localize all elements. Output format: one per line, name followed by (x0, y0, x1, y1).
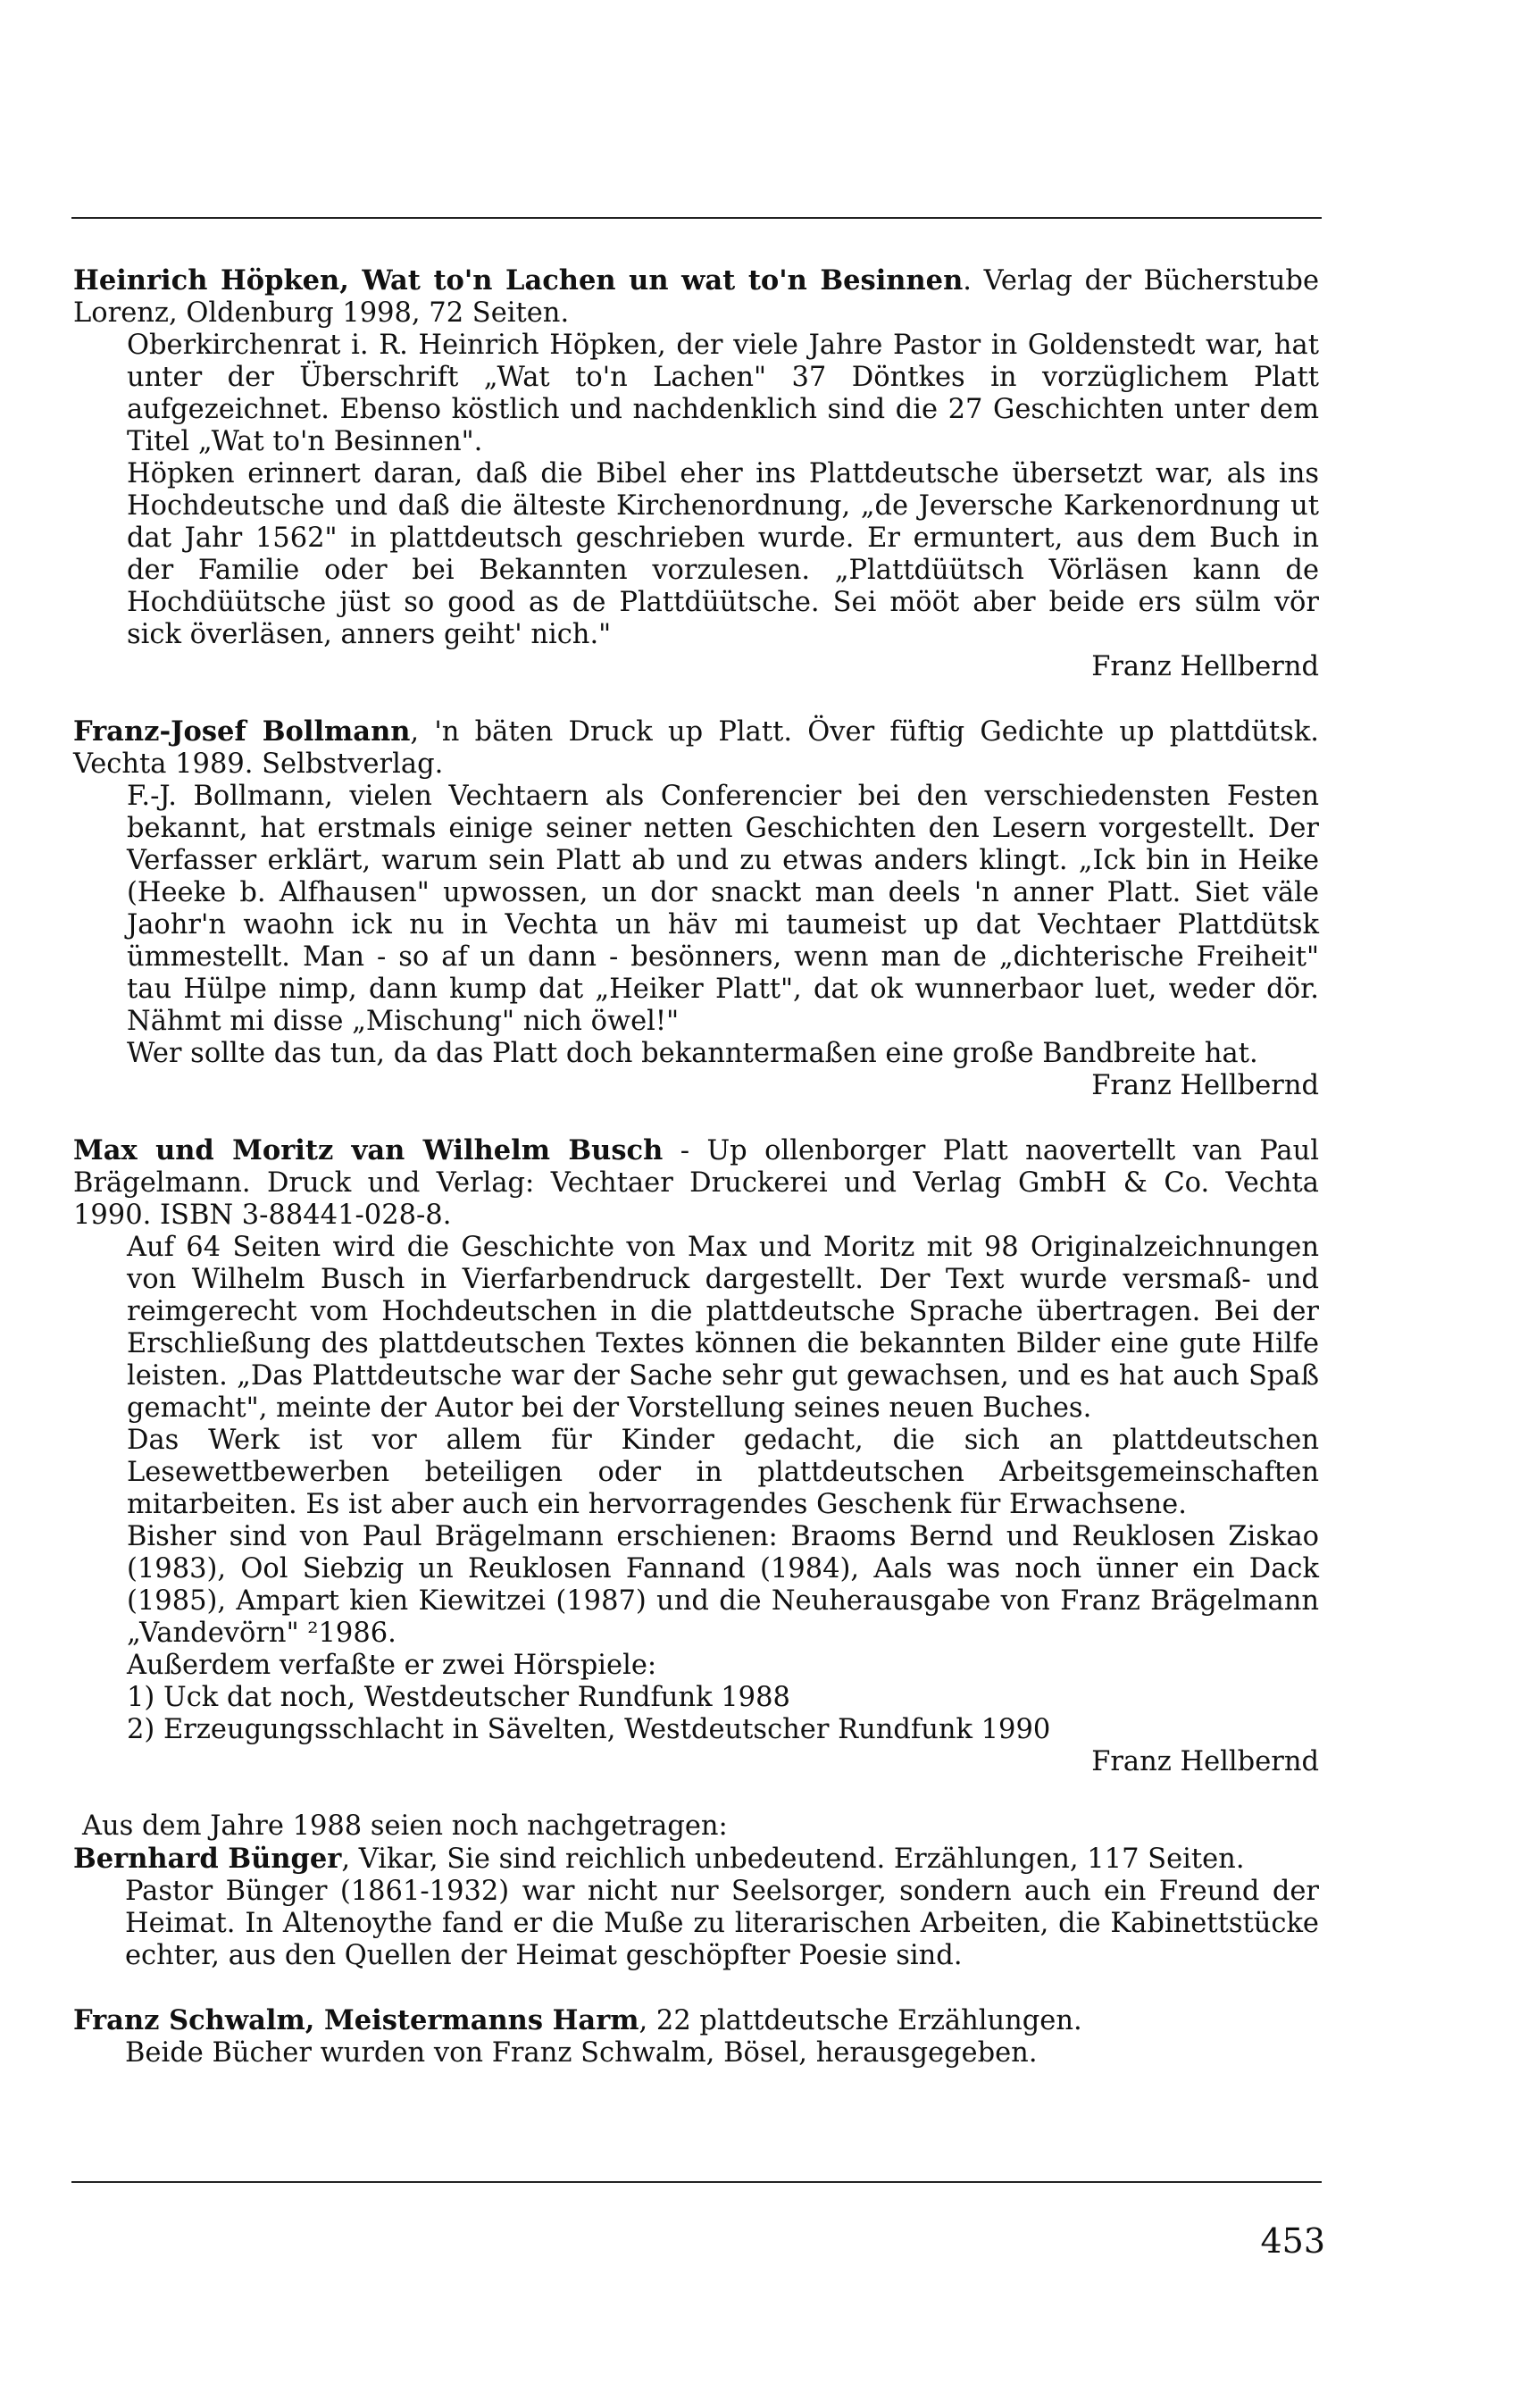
addendum-paragraph: Pastor Bünger (1861-1932) war nicht nur Seelsorger, sondern auch ein Freund der Heimat. In Altenoythe fand er die Muße zu literarischen Arbeiten, die Kabinettstücke echter, aus den Quellen der Heimat geschöpfter Poesie sind. (125, 1876, 1319, 1971)
review-paragraph: F.-J. Bollmann, vielen Vechtaern als Conferencier bei den verschiedensten Festen bekannt, hat erstmals einige seiner netten Geschichten den Lesern vorgestellt. Der Verfasser erklärt, warum sein Platt ab und zu etwas anders klingt. „Ick bin in Heike (Heeke b. Alfhausen" upwossen, un dor snackt man deels 'n anner Platt. Siet väle Jaohr'n waohn ick nu in Vechta un häv mi taumeist up dat Vechtaer Plattdütsk ümmestellt. Man - so af un dann - besönners, wenn man de „dichterische Freiheit" tau Hülpe nimp, dann kump dat „Heiker Platt", dat ok wunnerbaor luet, weder dör. Nähmt mi disse „Mischung" nich öwel!" (127, 781, 1319, 1037)
review-heading: Heinrich Höpken, Wat to'n Lachen un wat to'n Besinnen (73, 264, 964, 297)
review-paragraph: Das Werk ist vor allem für Kinder gedacht, die sich an plattdeutschen Lesewettbewerben beteiligen oder in plattdeutschen Arbeitsgemeinschaften mitarbeiten. Es ist aber auch ein hervorragendes Geschenk für Erwachsene. (127, 1425, 1319, 1520)
review-heading: Max und Moritz van Wilhelm Busch (73, 1134, 664, 1166)
review-citation-details: . Verlag der Bücherstube Lorenz, Oldenburg 1998, 72 Seiten. (73, 265, 1319, 329)
page-number: 453 (1260, 2221, 1325, 2261)
review-paragraph: Wer sollte das tun, da das Platt doch bekanntermaßen eine große Bandbreite hat. (127, 1038, 1258, 1069)
bottom-rule (71, 2181, 1322, 2183)
review-paragraph: Auf 64 Seiten wird die Geschichte von Max und Moritz mit 98 Originalzeichnungen von Wilhelm Busch in Vierfarbendruck dargestellt. Der Text wurde versmaß- und reimgerecht vom Hochdeutschen in die plattdeutsche Sprache übertragen. Bei der Erschließung des plattdeutschen Textes können die bekannten Bilder eine gute Hilfe leisten. „Das Plattdeutsche war der Sache sehr gut gewachsen, und es hat auch Spaß gemacht", meinte der Autor bei der Vorstellung seines neuen Buches. (127, 1232, 1319, 1424)
review-max-und-moritz (73, 1134, 1319, 1778)
addendum-citation-details: , 22 plattdeutsche Erzählungen. (639, 2005, 1082, 2036)
review-heading: Franz-Josef Bollmann (73, 715, 411, 748)
review-paragraph: Außerdem verfaßte er zwei Hörspiele: (127, 1650, 657, 1681)
review-signature: Franz Hellbernd (1091, 651, 1319, 682)
review-citation (73, 264, 1319, 330)
review-bollmann (73, 715, 1319, 1102)
review-citation (73, 715, 1319, 781)
addendum-heading: Bernhard Bünger (73, 1843, 342, 1875)
review-hoepken (73, 264, 1319, 683)
list-item: 2) Erzeugungsschlacht in Sävelten, Westdeutscher Rundfunk 1990 (127, 1714, 1051, 1745)
addendum-citation (73, 2004, 1319, 2037)
addendum-buenger (73, 1843, 1319, 1972)
addendum-intro: Aus dem Jahre 1988 seien noch nachgetragen: (82, 1810, 728, 1842)
addendum-heading: Franz Schwalm, Meistermanns Harm (73, 2004, 639, 2036)
list-item: 1) Uck dat noch, Westdeutscher Rundfunk 1988 (127, 1682, 790, 1713)
review-citation (73, 1134, 1319, 1232)
page-content (73, 264, 1319, 2069)
review-paragraph: Oberkirchenrat i. R. Heinrich Höpken, der viele Jahre Pastor in Goldenstedt war, hat unter der Überschrift „Wat to'n Lachen" 37 Döntkes in vorzüglichem Platt aufgezeichnet. Ebenso köstlich und nachdenklich sind die 27 Geschichten unter dem Titel „Wat to'n Besinnen". (127, 330, 1319, 457)
top-rule (71, 217, 1322, 219)
addendum-paragraph: Beide Bücher wurden von Franz Schwalm, Bösel, herausgegeben. (125, 2037, 1038, 2069)
addendum-schwalm (73, 2004, 1319, 2069)
review-citation-details: , 'n bäten Druck up Platt. Över füftig Gedichte up plattdütsk. Vechta 1989. Selbstverlag. (73, 716, 1319, 780)
addendum-citation (73, 1843, 1319, 1876)
review-paragraph: Höpken erinnert daran, daß die Bibel eher ins Plattdeutsche übersetzt war, als ins Hochdeutsche und daß die älteste Kirchenordnung, „de Jeversche Karkenordnung ut dat Jahr 1562" in plattdeutsch geschrieben wurde. Er ermuntert, aus dem Buch in der Familie oder bei Bekannten vorzulesen. „Plattdüütsch Vörläsen kann de Hochdüütsche jüst so good as de Plattdüütsche. Sei mööt aber beide ers sülm vör sick överläsen, anners geiht' nich." (127, 458, 1319, 650)
review-paragraph: Bisher sind von Paul Brägelmann erschienen: Braoms Bernd und Reuklosen Ziskao (1983), Ool Siebzig un Reuklosen Fannand (1984), Aals was noch ünner ein Dack (1985), Ampart kien Kiewitzei (1987) und die Neuherausgabe von Franz Brägelmann „Vandevörn" ²1986. (127, 1521, 1319, 1649)
review-signature: Franz Hellbernd (1091, 1070, 1319, 1101)
addendum-citation-details: , Vikar, Sie sind reichlich unbedeutend. Erzählungen, 117 Seiten. (341, 1844, 1245, 1875)
review-signature: Franz Hellbernd (1091, 1746, 1319, 1777)
review-citation-details: - Up ollenborger Platt naovertellt van Paul Brägelmann. Druck und Verlag: Vechtaer Druckerei und Verlag GmbH & Co. Vechta 1990. ISBN 3-88441-028-8. (73, 1135, 1319, 1231)
